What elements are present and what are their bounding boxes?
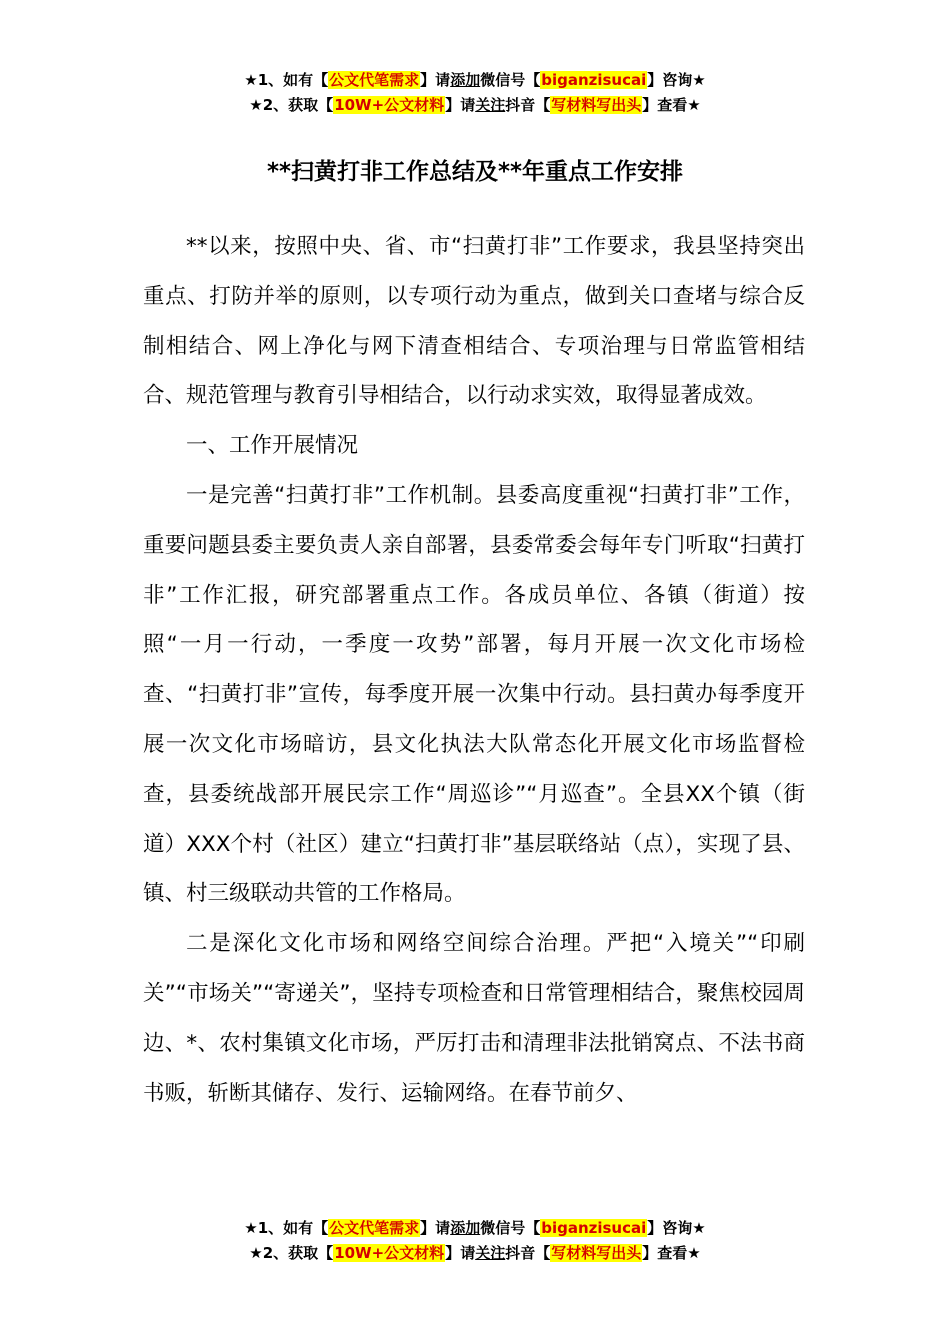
section-heading: 一、工作开展情况 xyxy=(186,433,359,459)
banner-text: 】咨询★ xyxy=(647,71,706,89)
banner-text: 抖音【 xyxy=(505,1244,551,1262)
header-banner xyxy=(0,68,950,118)
banner-underline: 添加 xyxy=(450,71,481,89)
banner-text: 】请 xyxy=(420,1219,451,1237)
banner-text: 】咨询★ xyxy=(647,1219,706,1237)
banner-highlight: biganzisucai xyxy=(541,1219,647,1237)
banner-line-1 xyxy=(0,1216,950,1241)
banner-text: 】请 xyxy=(445,1244,476,1262)
banner-line-1 xyxy=(0,68,950,93)
banner-text: ★1、如有【 xyxy=(244,71,329,89)
document-title: **扫黄打非工作总结及**年重点工作安排 xyxy=(266,159,684,185)
banner-line-2 xyxy=(0,1241,950,1266)
banner-highlight: 写材料写出头 xyxy=(551,1244,642,1262)
banner-text: 】查看★ xyxy=(642,96,701,114)
banner-text: ★2、获取【 xyxy=(249,1244,334,1262)
banner-highlight: 10W+公文材料 xyxy=(334,96,445,114)
banner-highlight: 10W+公文材料 xyxy=(334,1244,445,1262)
banner-highlight: 公文代笔需求 xyxy=(329,71,420,89)
banner-text: 微信号【 xyxy=(480,71,541,89)
paragraph-mechanism: 一是完善“扫黄打非”工作机制。县委高度重视“扫黄打非”工作，重要问题县委主要负责人亲自部署，县委常委会每年专门听取“扫黄打非”工作汇报，研究部署重点工作。各成员单位、各镇（街道）按照“一月一行动，一季度一攻势”部署，每月开展一次文化市场检查、“扫黄打非”宣传，每季度开展一次集中行动。县扫黄办每季度开展一次文化市场暗访，县文化执法大队常态化开展文化市场监督检查，县委统战部开展民宗工作“周巡诊”“月巡查”。全县XX个镇（街道）XXX个村（社区）建立“扫黄打非”基层联络站（点），实现了县、镇、村三级联动共管的工作格局。 xyxy=(143,482,805,907)
banner-text: ★2、获取【 xyxy=(249,96,334,114)
banner-highlight: 写材料写出头 xyxy=(551,96,642,114)
banner-text: 微信号【 xyxy=(480,1219,541,1237)
banner-text: 】请 xyxy=(420,71,451,89)
paragraph-intro: **以来，按照中央、省、市“扫黄打非”工作要求，我县坚持突出重点、打防并举的原则，以专项行动为重点，做到关口查堵与综合反制相结合、网上净化与网下清查相结合、专项治理与日常监管相结合、规范管理与教育引导相结合，以行动求实效，取得显著成效。 xyxy=(143,234,805,409)
banner-highlight: 公文代笔需求 xyxy=(329,1219,420,1237)
banner-line-2 xyxy=(0,93,950,118)
banner-text: ★1、如有【 xyxy=(244,1219,329,1237)
document-body xyxy=(143,222,805,1118)
banner-underline: 添加 xyxy=(450,1219,481,1237)
footer-banner xyxy=(0,1216,950,1266)
banner-text: 抖音【 xyxy=(505,96,551,114)
banner-text: 】请 xyxy=(445,96,476,114)
banner-underline: 关注 xyxy=(475,1244,506,1262)
paragraph-governance: 二是深化文化市场和网络空间综合治理。严把“入境关”“印刷关”“市场关”“寄递关”，坚持专项检查和日常管理相结合，聚焦校园周边、*、农村集镇文化市场，严厉打击和清理非法批销窝点、不法书商书贩，斩断其储存、发行、运输网络。在春节前夕、 xyxy=(143,931,805,1106)
banner-highlight: biganzisucai xyxy=(541,71,647,89)
banner-underline: 关注 xyxy=(475,96,506,114)
banner-text: 】查看★ xyxy=(642,1244,701,1262)
